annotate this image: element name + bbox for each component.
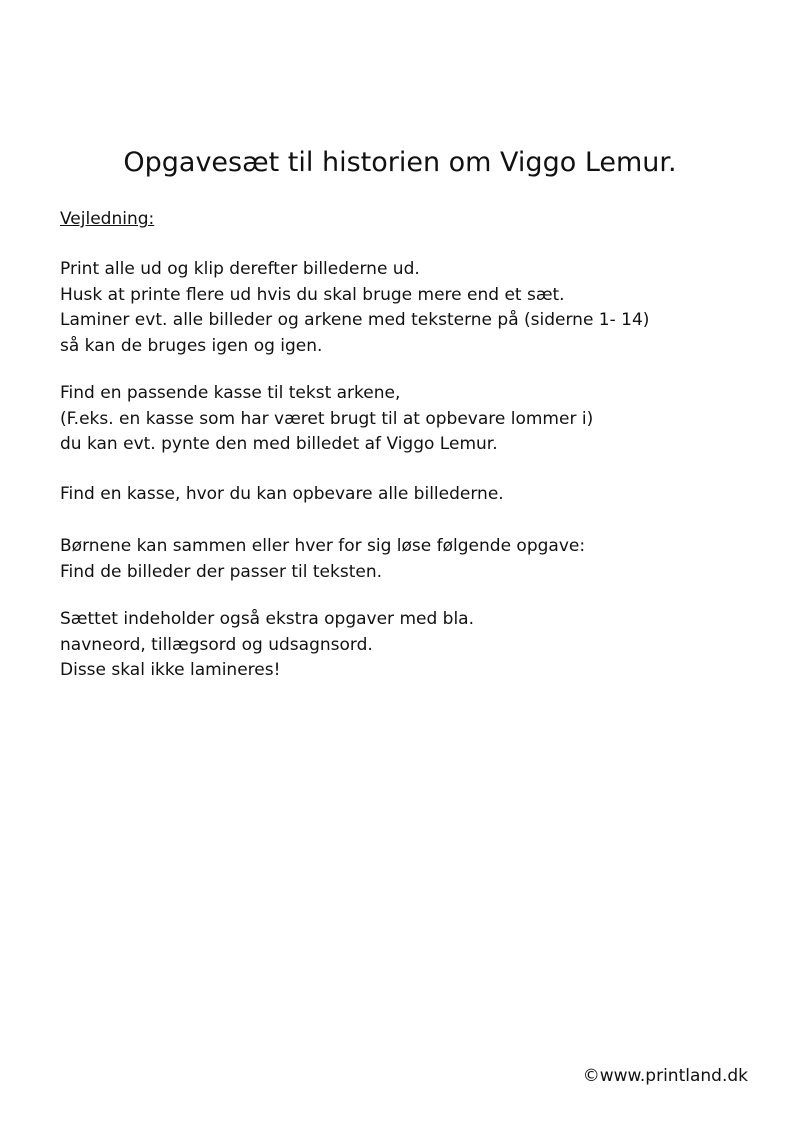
page-title: Opgavesæt til historien om Viggo Lemur. [123, 147, 677, 178]
text-line: Find en passende kasse til tekst arkene, [60, 383, 401, 403]
text-line: Laminer evt. alle billeder og arkene med teksterne på (siderne 1- 14) [60, 310, 650, 330]
paragraph-print-instructions [60, 257, 649, 359]
text-line: du kan evt. pynte den med billedet af Viggo Lemur. [60, 434, 498, 454]
text-line: Print alle ud og klip derefter billederne ud. [60, 259, 420, 279]
text-line: Børnene kan sammen eller hver for sig løse følgende opgave: [60, 536, 586, 556]
paragraph-task [60, 534, 585, 585]
paragraph-extra-tasks [60, 607, 474, 684]
text-line: Husk at printe flere ud hvis du skal bruge mere end et sæt. [60, 284, 565, 305]
text-line: navneord, tillægsord og udsagnsord. [60, 634, 373, 655]
paragraph-text-box [60, 381, 593, 458]
text-line: Sættet indeholder også ekstra opgaver med bla. [60, 609, 475, 629]
section-heading: Vejledning: [60, 209, 155, 229]
text-line: Disse skal ikke lamineres! [60, 660, 281, 680]
copyright-footer: ©www.printland.dk [582, 1066, 748, 1086]
text-line: (F.eks. en kasse som har været brugt til at opbevare lommer i) [60, 408, 594, 429]
text-line: Find de billeder der passer til teksten. [60, 561, 383, 582]
text-line: Find en kasse, hvor du kan opbevare alle billederne. [60, 484, 504, 504]
text-line: så kan de bruges igen og igen. [60, 335, 323, 356]
paragraph-image-box [60, 482, 504, 508]
